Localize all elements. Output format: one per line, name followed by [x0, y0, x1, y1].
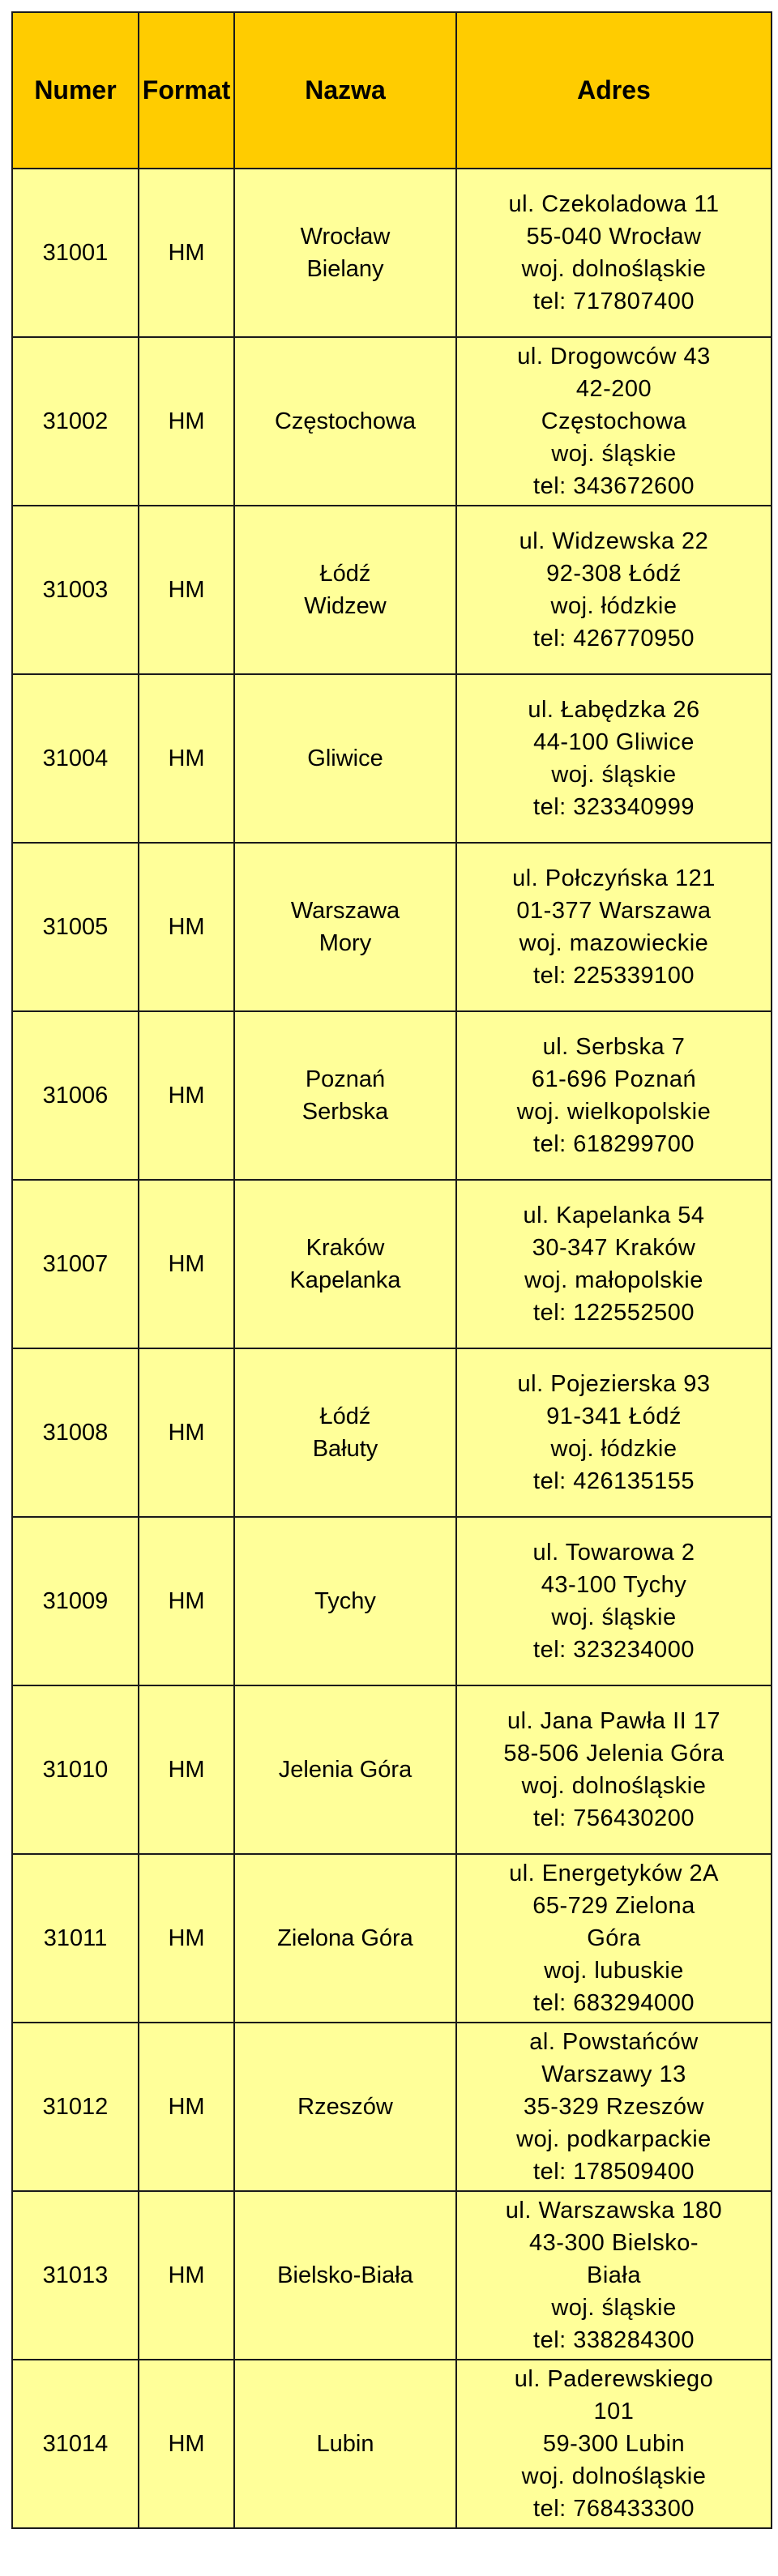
- address-line: woj. dolnośląskie: [521, 2463, 707, 2489]
- cell-numer: 31009: [12, 1517, 139, 1685]
- address-line: 59-300 Lubin: [542, 2431, 686, 2457]
- name-line: Serbska: [301, 1099, 389, 1125]
- address-line: 43-300 Bielsko-: [529, 2230, 699, 2256]
- cell-adres: [456, 506, 772, 674]
- table-row: [12, 506, 772, 674]
- address-line: tel: 178509400: [533, 2159, 695, 2185]
- address-line: Warszawy 13: [541, 2061, 686, 2087]
- address-line: 55-040 Wrocław: [526, 224, 702, 250]
- table-row: [12, 843, 772, 1011]
- cell-adres: [456, 2360, 772, 2528]
- cell-format: HM: [139, 169, 234, 337]
- address-line: woj. lubuskie: [544, 1958, 684, 1984]
- address-line: ul. Warszawska 180: [505, 2198, 723, 2224]
- cell-adres: [456, 674, 772, 843]
- cell-numer: 31004: [12, 674, 139, 843]
- address-line: tel: 122552500: [533, 1300, 695, 1326]
- cell-adres: [456, 2191, 772, 2360]
- address-line: tel: 683294000: [533, 1990, 695, 2016]
- cell-numer: 31011: [12, 1854, 139, 2023]
- address-line: ul. Widzewska 22: [519, 528, 709, 554]
- table-row: [12, 2360, 772, 2528]
- header-nazwa: Nazwa: [234, 12, 456, 169]
- table-row: [12, 1854, 772, 2023]
- address-line: Częstochowa: [541, 408, 687, 434]
- address-line: tel: 717807400: [533, 288, 695, 314]
- table-row: [12, 169, 772, 337]
- cell-nazwa: [234, 1011, 456, 1180]
- stores-table: [11, 11, 772, 2529]
- cell-format: HM: [139, 337, 234, 506]
- address-line: ul. Kapelanka 54: [523, 1203, 705, 1228]
- address-line: 35-329 Rzeszów: [524, 2094, 704, 2120]
- table-row: [12, 2023, 772, 2191]
- cell-nazwa: [234, 337, 456, 506]
- address-line: woj. podkarpackie: [516, 2126, 712, 2152]
- cell-adres: [456, 169, 772, 337]
- name-line: Częstochowa: [274, 408, 417, 434]
- address-line: tel: 426770950: [533, 626, 695, 651]
- cell-format: HM: [139, 1685, 234, 1854]
- cell-numer: 31012: [12, 2023, 139, 2191]
- cell-numer: 31008: [12, 1348, 139, 1517]
- address-line: al. Powstańców: [529, 2029, 699, 2055]
- table-row: [12, 1685, 772, 1854]
- cell-numer: 31010: [12, 1685, 139, 1854]
- cell-nazwa: [234, 674, 456, 843]
- name-line: Mory: [318, 930, 372, 956]
- table-row: [12, 1180, 772, 1348]
- cell-adres: [456, 1685, 772, 1854]
- name-line: Łódź: [319, 1403, 371, 1429]
- address-line: tel: 343672600: [533, 473, 695, 499]
- cell-format: HM: [139, 843, 234, 1011]
- name-line: Kapelanka: [289, 1267, 401, 1293]
- name-line: Bielany: [306, 256, 384, 282]
- address-line: Góra: [587, 1925, 641, 1951]
- address-line: woj. śląskie: [551, 441, 677, 467]
- address-line: ul. Towarowa 2: [532, 1540, 695, 1566]
- name-line: Rzeszów: [297, 2094, 393, 2120]
- cell-nazwa: [234, 169, 456, 337]
- address-line: 61-696 Poznań: [531, 1066, 697, 1092]
- cell-numer: 31006: [12, 1011, 139, 1180]
- address-line: tel: 338284300: [533, 2327, 695, 2353]
- cell-adres: [456, 2023, 772, 2191]
- table-header-row: [12, 12, 772, 169]
- table-body: [12, 169, 772, 2528]
- address-line: woj. łódzkie: [550, 593, 678, 619]
- address-line: 92-308 Łódź: [546, 561, 682, 587]
- address-line: woj. śląskie: [551, 762, 677, 788]
- table-row: [12, 2191, 772, 2360]
- address-line: woj. mazowieckie: [519, 930, 709, 956]
- address-line: ul. Paderewskiego: [514, 2366, 714, 2392]
- address-line: woj. łódzkie: [550, 1436, 678, 1462]
- cell-numer: 31005: [12, 843, 139, 1011]
- cell-adres: [456, 337, 772, 506]
- address-line: ul. Łabędzka 26: [528, 697, 700, 723]
- address-line: ul. Serbska 7: [542, 1034, 686, 1060]
- cell-nazwa: [234, 1180, 456, 1348]
- address-line: 58-506 Jelenia Góra: [503, 1741, 725, 1766]
- name-line: Poznań: [305, 1066, 386, 1092]
- cell-numer: 31014: [12, 2360, 139, 2528]
- cell-format: HM: [139, 2360, 234, 2528]
- address-line: tel: 768433300: [533, 2496, 695, 2522]
- address-line: tel: 323234000: [533, 1637, 695, 1663]
- cell-adres: [456, 843, 772, 1011]
- address-line: 91-341 Łódź: [546, 1403, 682, 1429]
- name-line: Jelenia Góra: [278, 1757, 413, 1783]
- cell-numer: 31007: [12, 1180, 139, 1348]
- address-line: 43-100 Tychy: [541, 1572, 687, 1598]
- cell-nazwa: [234, 843, 456, 1011]
- table-row: [12, 337, 772, 506]
- cell-numer: 31013: [12, 2191, 139, 2360]
- cell-nazwa: [234, 506, 456, 674]
- address-line: 65-729 Zielona: [532, 1893, 695, 1919]
- address-line: ul. Jana Pawła II 17: [507, 1708, 721, 1734]
- cell-nazwa: [234, 1348, 456, 1517]
- cell-nazwa: [234, 1854, 456, 2023]
- address-line: ul. Pojezierska 93: [517, 1371, 711, 1397]
- cell-format: HM: [139, 1348, 234, 1517]
- address-line: ul. Drogowców 43: [517, 344, 711, 370]
- address-line: 42-200: [575, 376, 652, 402]
- name-line: Warszawa: [290, 898, 400, 924]
- cell-nazwa: [234, 2023, 456, 2191]
- table-row: [12, 1011, 772, 1180]
- cell-format: HM: [139, 1011, 234, 1180]
- cell-format: HM: [139, 1180, 234, 1348]
- address-line: 44-100 Gliwice: [533, 729, 695, 755]
- address-line: tel: 618299700: [533, 1131, 695, 1157]
- cell-format: HM: [139, 506, 234, 674]
- header-format: Format: [139, 12, 234, 169]
- name-line: Wrocław: [300, 224, 391, 250]
- cell-adres: [456, 1180, 772, 1348]
- cell-nazwa: [234, 1517, 456, 1685]
- cell-format: HM: [139, 674, 234, 843]
- address-line: tel: 426135155: [533, 1468, 695, 1494]
- cell-format: HM: [139, 2191, 234, 2360]
- header-numer: Numer: [12, 12, 139, 169]
- cell-format: HM: [139, 2023, 234, 2191]
- cell-adres: [456, 1854, 772, 2023]
- header-adres: Adres: [456, 12, 772, 169]
- table-row: [12, 1517, 772, 1685]
- cell-nazwa: [234, 2191, 456, 2360]
- name-line: Zielona Góra: [277, 1925, 413, 1951]
- cell-numer: 31001: [12, 169, 139, 337]
- address-line: 30-347 Kraków: [532, 1235, 696, 1261]
- address-line: ul. Energetyków 2A: [509, 1860, 719, 1886]
- address-line: woj. wielkopolskie: [516, 1099, 712, 1125]
- name-line: Bałuty: [312, 1436, 378, 1462]
- name-line: Łódź: [319, 561, 371, 587]
- cell-adres: [456, 1517, 772, 1685]
- address-line: tel: 225339100: [533, 963, 695, 989]
- cell-format: HM: [139, 1854, 234, 2023]
- name-line: Tychy: [314, 1588, 376, 1614]
- address-line: 01-377 Warszawa: [516, 898, 712, 924]
- table-row: [12, 1348, 772, 1517]
- name-line: Lubin: [316, 2431, 374, 2457]
- cell-nazwa: [234, 2360, 456, 2528]
- address-line: woj. dolnośląskie: [521, 1773, 707, 1799]
- address-line: woj. śląskie: [551, 2295, 677, 2321]
- name-line: Kraków: [306, 1235, 385, 1261]
- address-line: woj. dolnośląskie: [521, 256, 707, 282]
- address-line: woj. śląskie: [551, 1604, 677, 1630]
- address-line: woj. małopolskie: [524, 1267, 703, 1293]
- address-line: tel: 323340999: [533, 794, 695, 820]
- cell-adres: [456, 1011, 772, 1180]
- name-line: Gliwice: [307, 745, 383, 771]
- cell-adres: [456, 1348, 772, 1517]
- address-line: ul. Połczyńska 121: [512, 865, 716, 891]
- address-line: tel: 756430200: [533, 1805, 695, 1831]
- cell-format: HM: [139, 1517, 234, 1685]
- address-line: 101: [593, 2399, 635, 2424]
- cell-numer: 31002: [12, 337, 139, 506]
- cell-numer: 31003: [12, 506, 139, 674]
- name-line: Bielsko-Biała: [277, 2262, 413, 2288]
- name-line: Widzew: [304, 593, 387, 619]
- address-line: ul. Czekoladowa 11: [508, 191, 720, 217]
- cell-nazwa: [234, 1685, 456, 1854]
- table-row: [12, 674, 772, 843]
- address-line: Biała: [587, 2262, 641, 2288]
